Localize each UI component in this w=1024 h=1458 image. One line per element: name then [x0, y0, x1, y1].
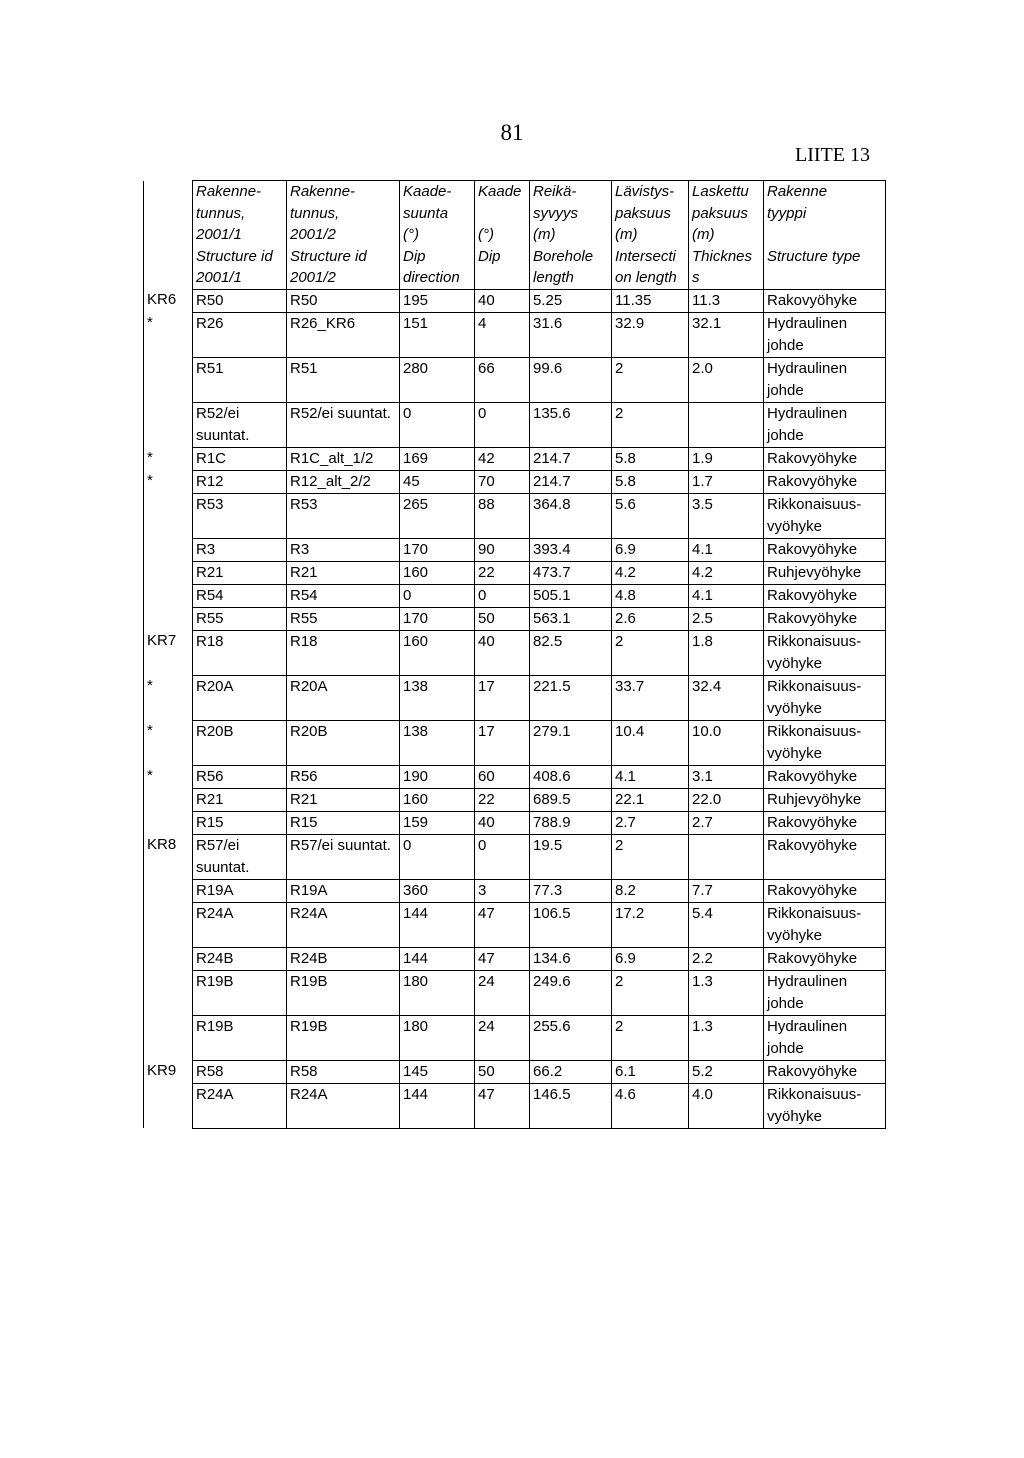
cell-intersection-length: 2 — [612, 402, 689, 447]
cell-structure-type: Rakovyöhyke — [764, 947, 886, 970]
cell-thickness: 1.8 — [689, 630, 764, 675]
cell-dip: 70 — [475, 470, 530, 493]
cell-borehole-length: 77.3 — [530, 879, 612, 902]
cell-structure-type: Hydraulinen johde — [764, 402, 886, 447]
cell-structure-id-2001-1: R15 — [193, 811, 287, 834]
cell-dip: 24 — [475, 970, 530, 1015]
cell-structure-id-2001-1: R12 — [193, 470, 287, 493]
cell-thickness: 7.7 — [689, 879, 764, 902]
cell-thickness: 1.7 — [689, 470, 764, 493]
cell-thickness: 2.7 — [689, 811, 764, 834]
cell-structure-type: Rakovyöhyke — [764, 584, 886, 607]
cell-intersection-length: 17.2 — [612, 902, 689, 947]
cell-structure-type: Ruhjevyöhyke — [764, 788, 886, 811]
cell-structure-id-2001-1: R51 — [193, 357, 287, 402]
cell-dip: 90 — [475, 538, 530, 561]
cell-structure-id-2001-2: R24A — [287, 1083, 400, 1128]
cell-borehole — [144, 493, 193, 538]
cell-borehole-length: 689.5 — [530, 788, 612, 811]
cell-borehole-length: 788.9 — [530, 811, 612, 834]
cell-dip: 40 — [475, 630, 530, 675]
cell-dip-direction: 180 — [400, 1015, 475, 1060]
cell-structure-id-2001-2: R20A — [287, 675, 400, 720]
cell-dip-direction: 160 — [400, 630, 475, 675]
cell-structure-id-2001-2: R19A — [287, 879, 400, 902]
cell-structure-type: Rakovyöhyke — [764, 447, 886, 470]
structure-table — [143, 180, 886, 1129]
cell-structure-id-2001-1: R50 — [193, 289, 287, 312]
table-row — [144, 765, 886, 788]
cell-structure-id-2001-2: R21 — [287, 788, 400, 811]
cell-borehole: * — [144, 765, 193, 788]
cell-structure-type: Rikkonaisuus- vyöhyke — [764, 720, 886, 765]
cell-intersection-length: 2 — [612, 834, 689, 879]
cell-structure-id-2001-1: R55 — [193, 607, 287, 630]
cell-structure-id-2001-2: R20B — [287, 720, 400, 765]
cell-structure-id-2001-2: R57/ei suuntat. — [287, 834, 400, 879]
cell-borehole-length: 473.7 — [530, 561, 612, 584]
cell-structure-id-2001-2: R21 — [287, 561, 400, 584]
header-cell-structure-id-2001-2: Rakenne- tunnus, 2001/2 Structure id 2001/2 — [287, 181, 400, 290]
cell-structure-id-2001-2: R3 — [287, 538, 400, 561]
header-cell-dip-direction: Kaade- suunta (°) Dip direction — [400, 181, 475, 290]
cell-dip-direction: 190 — [400, 765, 475, 788]
cell-intersection-length: 2 — [612, 1015, 689, 1060]
cell-structure-id-2001-1: R1C — [193, 447, 287, 470]
cell-dip: 60 — [475, 765, 530, 788]
cell-thickness: 22.0 — [689, 788, 764, 811]
header-cell-thickness: Laskettu paksuus (m) Thicknes s — [689, 181, 764, 290]
cell-dip-direction: 0 — [400, 834, 475, 879]
cell-structure-id-2001-1: R54 — [193, 584, 287, 607]
cell-dip: 88 — [475, 493, 530, 538]
cell-structure-type: Rakovyöhyke — [764, 879, 886, 902]
cell-structure-id-2001-2: R24A — [287, 902, 400, 947]
table-row — [144, 447, 886, 470]
cell-structure-type: Rakovyöhyke — [764, 607, 886, 630]
table-row — [144, 538, 886, 561]
cell-structure-type: Hydraulinen johde — [764, 357, 886, 402]
table-row — [144, 470, 886, 493]
cell-dip: 50 — [475, 1060, 530, 1083]
cell-dip-direction: 45 — [400, 470, 475, 493]
cell-structure-type: Rikkonaisuus- vyöhyke — [764, 630, 886, 675]
cell-structure-id-2001-1: R19B — [193, 970, 287, 1015]
cell-borehole-length: 134.6 — [530, 947, 612, 970]
table-row — [144, 879, 886, 902]
cell-dip-direction: 144 — [400, 902, 475, 947]
cell-intersection-length: 8.2 — [612, 879, 689, 902]
cell-structure-type: Rakovyöhyke — [764, 470, 886, 493]
table-row — [144, 675, 886, 720]
cell-dip: 40 — [475, 811, 530, 834]
cell-structure-id-2001-2: R1C_alt_1/2 — [287, 447, 400, 470]
cell-structure-type: Ruhjevyöhyke — [764, 561, 886, 584]
cell-borehole — [144, 1015, 193, 1060]
cell-thickness: 3.1 — [689, 765, 764, 788]
cell-thickness: 4.1 — [689, 584, 764, 607]
table-row — [144, 720, 886, 765]
cell-intersection-length: 33.7 — [612, 675, 689, 720]
cell-intersection-length: 4.6 — [612, 1083, 689, 1128]
cell-borehole: * — [144, 447, 193, 470]
table-row — [144, 902, 886, 947]
cell-borehole — [144, 357, 193, 402]
appendix-label: LIITE 13 — [795, 144, 870, 166]
cell-dip-direction: 360 — [400, 879, 475, 902]
cell-borehole-length: 505.1 — [530, 584, 612, 607]
cell-thickness: 32.1 — [689, 312, 764, 357]
cell-structure-id-2001-1: R53 — [193, 493, 287, 538]
cell-intersection-length: 4.1 — [612, 765, 689, 788]
cell-thickness: 10.0 — [689, 720, 764, 765]
cell-structure-id-2001-1: R19B — [193, 1015, 287, 1060]
cell-structure-id-2001-2: R56 — [287, 765, 400, 788]
cell-intersection-length: 2 — [612, 357, 689, 402]
cell-thickness: 1.3 — [689, 970, 764, 1015]
cell-structure-id-2001-1: R24B — [193, 947, 287, 970]
cell-thickness: 32.4 — [689, 675, 764, 720]
cell-borehole: * — [144, 312, 193, 357]
cell-borehole — [144, 970, 193, 1015]
cell-structure-id-2001-1: R56 — [193, 765, 287, 788]
cell-borehole — [144, 902, 193, 947]
cell-dip: 42 — [475, 447, 530, 470]
cell-structure-id-2001-1: R57/ei suuntat. — [193, 834, 287, 879]
cell-structure-id-2001-2: R53 — [287, 493, 400, 538]
cell-borehole — [144, 561, 193, 584]
cell-dip-direction: 170 — [400, 607, 475, 630]
cell-structure-id-2001-2: R55 — [287, 607, 400, 630]
cell-thickness: 4.1 — [689, 538, 764, 561]
cell-borehole-length: 19.5 — [530, 834, 612, 879]
table-row — [144, 1015, 886, 1060]
cell-structure-id-2001-2: R19B — [287, 970, 400, 1015]
table-row — [144, 584, 886, 607]
cell-borehole-length: 364.8 — [530, 493, 612, 538]
cell-thickness: 5.2 — [689, 1060, 764, 1083]
cell-structure-type: Hydraulinen johde — [764, 312, 886, 357]
cell-dip: 17 — [475, 720, 530, 765]
cell-thickness: 3.5 — [689, 493, 764, 538]
cell-thickness: 1.9 — [689, 447, 764, 470]
cell-dip-direction: 160 — [400, 561, 475, 584]
cell-thickness: 4.2 — [689, 561, 764, 584]
cell-dip-direction: 180 — [400, 970, 475, 1015]
cell-borehole-length: 106.5 — [530, 902, 612, 947]
cell-structure-id-2001-1: R19A — [193, 879, 287, 902]
cell-dip-direction: 151 — [400, 312, 475, 357]
cell-borehole-length: 563.1 — [530, 607, 612, 630]
table-row — [144, 402, 886, 447]
cell-structure-type: Rikkonaisuus- vyöhyke — [764, 675, 886, 720]
cell-structure-id-2001-1: R20A — [193, 675, 287, 720]
table-row — [144, 834, 886, 879]
cell-dip: 40 — [475, 289, 530, 312]
cell-structure-id-2001-1: R18 — [193, 630, 287, 675]
header-cell-borehole — [144, 181, 193, 290]
table-row — [144, 493, 886, 538]
cell-borehole — [144, 538, 193, 561]
cell-structure-id-2001-1: R24A — [193, 902, 287, 947]
cell-dip-direction: 195 — [400, 289, 475, 312]
cell-dip-direction: 265 — [400, 493, 475, 538]
cell-structure-type: Rakovyöhyke — [764, 289, 886, 312]
header-cell-borehole-length: Reikä- syvyys (m) Borehole length — [530, 181, 612, 290]
cell-intersection-length: 10.4 — [612, 720, 689, 765]
cell-dip-direction: 169 — [400, 447, 475, 470]
cell-intersection-length: 4.8 — [612, 584, 689, 607]
cell-structure-type: Rikkonaisuus- vyöhyke — [764, 902, 886, 947]
cell-dip: 47 — [475, 947, 530, 970]
cell-intersection-length: 2 — [612, 630, 689, 675]
cell-structure-id-2001-2: R26_KR6 — [287, 312, 400, 357]
cell-borehole-length: 214.7 — [530, 470, 612, 493]
cell-borehole — [144, 1083, 193, 1128]
cell-structure-id-2001-2: R50 — [287, 289, 400, 312]
cell-intersection-length: 4.2 — [612, 561, 689, 584]
cell-borehole-length: 31.6 — [530, 312, 612, 357]
cell-intersection-length: 6.9 — [612, 947, 689, 970]
cell-borehole-length: 393.4 — [530, 538, 612, 561]
cell-dip: 17 — [475, 675, 530, 720]
cell-structure-type: Rakovyöhyke — [764, 1060, 886, 1083]
table-row — [144, 357, 886, 402]
cell-borehole-length: 255.6 — [530, 1015, 612, 1060]
cell-borehole: * — [144, 675, 193, 720]
table-row — [144, 947, 886, 970]
cell-thickness: 1.3 — [689, 1015, 764, 1060]
cell-structure-id-2001-2: R52/ei suuntat. — [287, 402, 400, 447]
cell-structure-id-2001-2: R19B — [287, 1015, 400, 1060]
cell-structure-id-2001-1: R58 — [193, 1060, 287, 1083]
cell-thickness: 4.0 — [689, 1083, 764, 1128]
cell-thickness — [689, 402, 764, 447]
cell-structure-id-2001-2: R51 — [287, 357, 400, 402]
cell-borehole — [144, 584, 193, 607]
cell-dip: 47 — [475, 902, 530, 947]
cell-borehole-length: 5.25 — [530, 289, 612, 312]
cell-intersection-length: 2 — [612, 970, 689, 1015]
cell-structure-id-2001-1: R21 — [193, 788, 287, 811]
cell-dip-direction: 160 — [400, 788, 475, 811]
cell-borehole-length: 221.5 — [530, 675, 612, 720]
cell-borehole — [144, 947, 193, 970]
page-number: 81 — [500, 120, 524, 145]
cell-dip-direction: 144 — [400, 947, 475, 970]
cell-thickness: 2.5 — [689, 607, 764, 630]
cell-dip: 50 — [475, 607, 530, 630]
cell-borehole-length: 82.5 — [530, 630, 612, 675]
table-row — [144, 1083, 886, 1128]
cell-dip: 47 — [475, 1083, 530, 1128]
cell-structure-id-2001-2: R58 — [287, 1060, 400, 1083]
cell-intersection-length: 5.6 — [612, 493, 689, 538]
cell-borehole — [144, 811, 193, 834]
cell-intersection-length: 2.7 — [612, 811, 689, 834]
cell-dip-direction: 280 — [400, 357, 475, 402]
cell-intersection-length: 6.1 — [612, 1060, 689, 1083]
cell-borehole: * — [144, 470, 193, 493]
cell-borehole-length: 408.6 — [530, 765, 612, 788]
cell-borehole: * — [144, 720, 193, 765]
cell-intersection-length: 2.6 — [612, 607, 689, 630]
cell-dip-direction: 170 — [400, 538, 475, 561]
cell-thickness: 2.2 — [689, 947, 764, 970]
cell-borehole — [144, 788, 193, 811]
cell-thickness — [689, 834, 764, 879]
cell-dip: 24 — [475, 1015, 530, 1060]
cell-structure-id-2001-1: R20B — [193, 720, 287, 765]
cell-structure-type: Rikkonaisuus- vyöhyke — [764, 1083, 886, 1128]
cell-intersection-length: 32.9 — [612, 312, 689, 357]
cell-borehole: KR9 — [144, 1060, 193, 1083]
cell-structure-type: Hydraulinen johde — [764, 970, 886, 1015]
cell-borehole — [144, 879, 193, 902]
cell-borehole-length: 214.7 — [530, 447, 612, 470]
cell-structure-id-2001-2: R18 — [287, 630, 400, 675]
cell-structure-id-2001-2: R24B — [287, 947, 400, 970]
cell-borehole-length: 249.6 — [530, 970, 612, 1015]
cell-borehole — [144, 402, 193, 447]
cell-dip-direction: 159 — [400, 811, 475, 834]
cell-dip-direction: 144 — [400, 1083, 475, 1128]
cell-dip: 4 — [475, 312, 530, 357]
cell-dip-direction: 0 — [400, 402, 475, 447]
header-cell-dip: Kaade (°) Dip — [475, 181, 530, 290]
cell-thickness: 2.0 — [689, 357, 764, 402]
cell-structure-id-2001-1: R3 — [193, 538, 287, 561]
cell-structure-type: Rakovyöhyke — [764, 834, 886, 879]
table-row — [144, 788, 886, 811]
header-cell-intersection-length: Lävistys- paksuus (m) Intersecti on length — [612, 181, 689, 290]
cell-borehole-length: 99.6 — [530, 357, 612, 402]
table-row — [144, 607, 886, 630]
table-row — [144, 1060, 886, 1083]
cell-borehole: KR6 — [144, 289, 193, 312]
cell-structure-id-2001-2: R12_alt_2/2 — [287, 470, 400, 493]
cell-dip-direction: 0 — [400, 584, 475, 607]
cell-thickness: 5.4 — [689, 902, 764, 947]
cell-borehole-length: 135.6 — [530, 402, 612, 447]
table-row — [144, 561, 886, 584]
cell-intersection-length: 5.8 — [612, 447, 689, 470]
table-row — [144, 289, 886, 312]
cell-structure-id-2001-1: R21 — [193, 561, 287, 584]
cell-dip: 0 — [475, 834, 530, 879]
cell-borehole-length: 146.5 — [530, 1083, 612, 1128]
cell-structure-id-2001-1: R24A — [193, 1083, 287, 1128]
cell-dip: 66 — [475, 357, 530, 402]
cell-structure-type: Rakovyöhyke — [764, 538, 886, 561]
cell-borehole: KR8 — [144, 834, 193, 879]
cell-structure-id-2001-1: R52/ei suuntat. — [193, 402, 287, 447]
cell-dip: 22 — [475, 561, 530, 584]
table-row — [144, 312, 886, 357]
cell-intersection-length: 22.1 — [612, 788, 689, 811]
cell-borehole — [144, 607, 193, 630]
cell-borehole-length: 66.2 — [530, 1060, 612, 1083]
cell-dip-direction: 138 — [400, 720, 475, 765]
cell-structure-type: Rikkonaisuus- vyöhyke — [764, 493, 886, 538]
cell-dip: 0 — [475, 402, 530, 447]
cell-structure-id-2001-2: R54 — [287, 584, 400, 607]
cell-structure-type: Hydraulinen johde — [764, 1015, 886, 1060]
table-row — [144, 970, 886, 1015]
cell-structure-type: Rakovyöhyke — [764, 765, 886, 788]
table-row — [144, 811, 886, 834]
cell-dip: 0 — [475, 584, 530, 607]
table-row — [144, 630, 886, 675]
cell-borehole: KR7 — [144, 630, 193, 675]
cell-intersection-length: 5.8 — [612, 470, 689, 493]
cell-structure-id-2001-2: R15 — [287, 811, 400, 834]
cell-dip-direction: 138 — [400, 675, 475, 720]
cell-dip-direction: 145 — [400, 1060, 475, 1083]
cell-intersection-length: 6.9 — [612, 538, 689, 561]
cell-structure-id-2001-1: R26 — [193, 312, 287, 357]
cell-borehole-length: 279.1 — [530, 720, 612, 765]
header-row — [144, 181, 886, 290]
cell-structure-type: Rakovyöhyke — [764, 811, 886, 834]
cell-dip: 22 — [475, 788, 530, 811]
header-cell-structure-type: Rakenne tyyppi Structure type — [764, 181, 886, 290]
cell-dip: 3 — [475, 879, 530, 902]
header-cell-structure-id-2001-1: Rakenne- tunnus, 2001/1 Structure id 2001/1 — [193, 181, 287, 290]
cell-intersection-length: 11.35 — [612, 289, 689, 312]
cell-thickness: 11.3 — [689, 289, 764, 312]
